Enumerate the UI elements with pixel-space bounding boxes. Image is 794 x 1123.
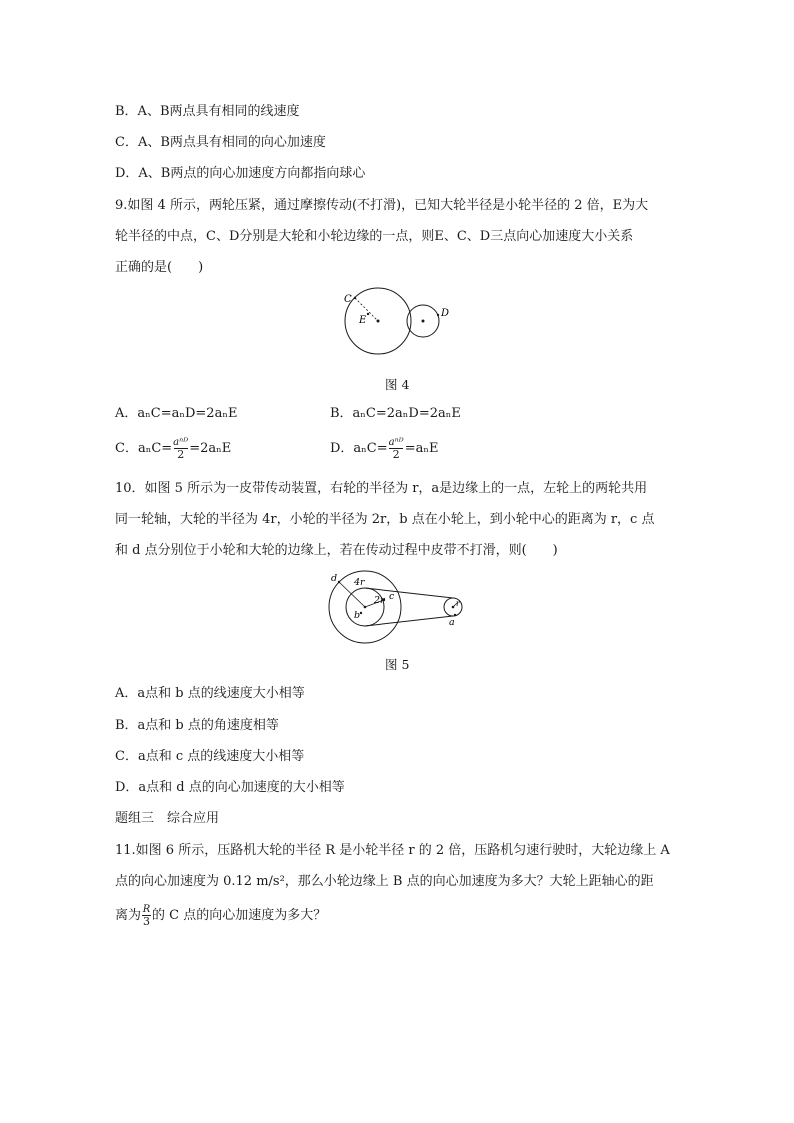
- q9-option-c-denominator: 2: [177, 447, 185, 461]
- q9-option-d-numerator: aⁿᴰ: [388, 436, 404, 448]
- fig5-label-r: r: [456, 599, 460, 608]
- q9-option-b: B．aₙC=2aₙD=2aₙE: [330, 406, 461, 421]
- q9-text-line1: 9.如图 4 所示，两轮压紧，通过摩擦传动(不打滑)，已知大轮半径是小轮半径的 2 倍，E为大: [115, 198, 649, 213]
- fig5-label-2r: 2r: [374, 595, 385, 606]
- q9-option-d-denominator: 2: [392, 447, 400, 461]
- q11-text-line1: 11.如图 6 所示，压路机大轮的半径 R 是小轮半径 r 的 2 倍，压路机匀速行驶时，大轮边缘上 A: [115, 843, 670, 858]
- q9-text-line3: 正确的是( ): [115, 260, 204, 275]
- q10-option-b: B．a点和 b 点的角速度相等: [115, 718, 279, 733]
- fig5-label-b: b: [354, 610, 361, 621]
- fig5-label-a: a: [449, 617, 455, 628]
- q9-option-a: A．aₙC=aₙD=2aₙE: [115, 406, 238, 421]
- q10-text-line3: 和 d 点分别位于小轮和大轮的边缘上，若在传动过程中皮带不打滑，则( ): [115, 543, 558, 558]
- q9-option-d-fraction: [389, 437, 404, 461]
- q9-option-c-suffix: =2aₙE: [189, 441, 232, 456]
- q9-option-d-prefix: D．aₙC=: [330, 441, 388, 456]
- q9-option-d-suffix: =aₙE: [404, 441, 439, 456]
- q11-text-line2: 点的向心加速度为 0.12 m/s²，那么小轮边缘上 B 点的向心加速度为多大？大轮上距轴心的距: [115, 874, 654, 889]
- q8-option-b: B．A、B两点具有相同的线速度: [115, 104, 300, 119]
- figure-5-caption: 图 5: [385, 657, 410, 672]
- q9-option-c: [115, 434, 231, 464]
- q10-text-line1: 10．如图 5 所示为一皮带传动装置，右轮的半径为 r，a是边缘上的一点，左轮上的两轮共用: [115, 481, 648, 496]
- fig5-label-c: c: [389, 591, 395, 602]
- q11-text-line3: [115, 900, 326, 932]
- figure-4-caption: 图 4: [385, 377, 410, 392]
- fig5-label-4r: 4r: [354, 577, 365, 588]
- q10-text-line2: 同一轮轴，大轮的半径为 4r，小轮的半径为 2r，b 点在小轮上，到小轮中心的距离为 r，c 点: [115, 512, 655, 527]
- figure-4-friction-wheels: [335, 285, 460, 365]
- q11-fraction: [142, 904, 151, 928]
- q11-fraction-denominator: 3: [143, 914, 151, 928]
- group3-heading: 题组三 综合应用: [115, 811, 220, 826]
- fig4-label-e: E: [359, 315, 367, 326]
- q11-line3-suffix: 的 C 点的向心加速度为多大？: [152, 908, 327, 923]
- fig5-label-d: d: [331, 573, 338, 584]
- q10-option-c: C．a点和 c 点的线速度大小相等: [115, 749, 305, 764]
- q9-text-line2: 轮半径的中点，C、D分别是大轮和小轮边缘的一点，则E、C、D三点向心加速度大小关系: [115, 229, 634, 244]
- q9-option-c-numerator: aⁿᴰ: [173, 436, 189, 448]
- q10-option-a: A．a点和 b 点的线速度大小相等: [115, 686, 305, 701]
- q8-option-c: C．A、B两点具有相同的向心加速度: [115, 135, 326, 150]
- q9-option-c-fraction: [173, 437, 188, 461]
- figure-5-belt-drive: [325, 570, 470, 650]
- q9-option-c-prefix: C．aₙC=: [115, 441, 173, 456]
- q11-fraction-numerator: R: [142, 903, 151, 915]
- q9-option-d: [330, 434, 438, 464]
- q10-option-d: D．a点和 d 点的向心加速度的大小相等: [115, 780, 345, 795]
- q11-line3-prefix: 离为: [115, 908, 142, 923]
- fig4-label-c: C: [344, 294, 352, 305]
- q8-option-d: D．A、B两点的向心加速度方向都指向球心: [115, 166, 366, 181]
- fig4-label-d: D: [441, 308, 450, 319]
